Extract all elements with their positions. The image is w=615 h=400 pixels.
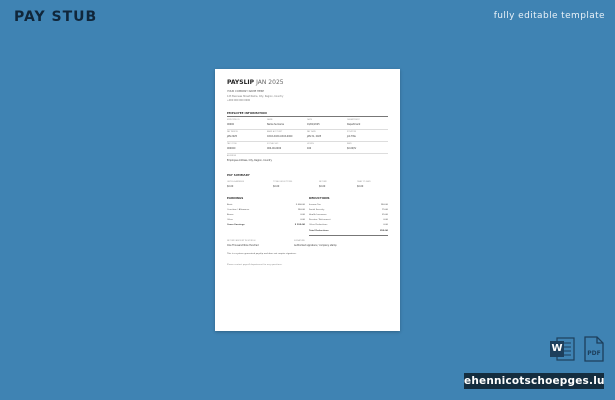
summary-value: $0.00 [273,185,280,188]
summary-label: GROSS EARNINGS [227,181,245,183]
summary-label: NET PAY [319,181,327,183]
field-label: RATE [347,143,352,145]
deduction-label: Social Security [309,209,325,211]
summary-label: TOTAL DEDUCTIONS [273,181,293,183]
page-subtitle: fully editable template [493,11,605,21]
address-value: Employee Address, City, Region, Country [227,159,272,162]
company-address: 123 Business Street Name, City, Region, Country [227,95,284,98]
field-value: 01/01/2025 [307,123,320,126]
deduction-label: Other Deductions [309,224,328,226]
word-file-icon[interactable] [549,337,575,361]
page-title: PAY STUB [14,9,98,25]
employee-section-title: EMPLOYEE INFORMATION [227,111,267,115]
field-value: 000-00-0000 [267,147,282,150]
deduction-amount: 150.00 [380,204,388,206]
field-value: XXXX-XXXX-XXXX-0000 [267,135,293,138]
deductions-title: DEDUCTIONS [309,196,330,200]
payslip-title-text: PAYSLIP [227,79,255,86]
field-label: SOCIAL SEC. [267,143,279,145]
net-pay-words-value: One Thousand Nine Hundred [227,244,259,247]
pdf-file-icon[interactable] [584,336,604,362]
payslip-title [227,80,284,86]
payslip-contact-note: Please contact payroll department for any questions. [227,264,283,266]
deduction-label: Income Tax [309,204,321,206]
payslip-document-preview[interactable] [215,69,400,331]
deduction-amount: 75.00 [382,209,388,211]
field-label: PAY PERIOD [227,131,239,133]
payslip-month: JAN 2025 [256,79,284,86]
field-value: 160 [307,147,312,150]
summary-value: $0.00 [319,185,326,188]
field-value: 000000 [227,147,236,150]
deduction-label: Health Insurance [309,214,327,216]
deduction-amount: 25.00 [382,214,388,216]
company-name: YOUR COMPANY NAME HERE [227,90,265,93]
field-label: PAY DATE [307,131,316,133]
field-label: POSITION [347,131,357,133]
earning-amount: 0.00 [300,214,305,216]
earning-amount: 0.00 [300,219,305,221]
field-label: BANK ACCOUNT [267,131,283,133]
summary-value: $0.00 [357,185,364,188]
word-icon-letter: W [551,343,563,354]
field-value: JAN 2025 [227,135,238,138]
deduction-amount: 0.00 [383,219,388,221]
field-value: JAN 31, 2025 [307,135,322,138]
earning-label: Other [227,219,233,221]
earning-total-label: Gross Earnings [227,224,245,226]
payslip-note: This is a system generated payslip and does not require signature. [227,253,297,255]
field-label: DATE [307,119,312,121]
field-label: EMPLOYEE ID [227,119,240,121]
pay-summary-title: PAY SUMMARY [227,173,250,177]
field-value: Department [347,123,361,126]
field-value: 00000 [227,123,234,126]
earning-total-amount: 2 150.00 [294,224,305,226]
field-label: HOURS [307,143,314,145]
field-value: Name Surname [267,123,284,126]
address-label: ADDRESS [227,155,237,157]
pdf-icon-label: PDF [587,350,601,357]
deduction-amount: 0.00 [383,224,388,226]
field-value: $0.00/hr [347,147,357,150]
company-phone: +000 000 000 0000 [227,99,251,102]
summary-label: YEAR TO DATE [357,181,371,183]
net-pay-words-label: NET PAY (AMOUNT IN WORDS) [227,240,256,242]
earning-label: Basic [227,204,233,206]
brand-label[interactable]: ehennicotschoepges.lu [464,375,605,387]
earning-label: Overtime / Allowance [227,209,250,211]
field-label: NAME [267,119,273,121]
earning-label: Bonus [227,214,234,216]
signature-label: SIGNATURE [294,240,305,242]
earning-amount: 150.00 [297,209,305,211]
signature-value: Authorized signature / company stamp [294,244,337,247]
deduction-total-amount: 250.00 [379,230,388,232]
field-label: TAX CODE [227,143,237,145]
field-label: DEPARTMENT [347,119,360,121]
earnings-title: EARNINGS [227,196,244,200]
summary-value: $0.00 [227,185,234,188]
deduction-label: Pension / Retirement [309,219,331,221]
field-value: Job Title [347,135,356,138]
earning-amount: 2 000.00 [295,204,305,206]
deduction-total-label: Total Deductions [309,230,329,232]
